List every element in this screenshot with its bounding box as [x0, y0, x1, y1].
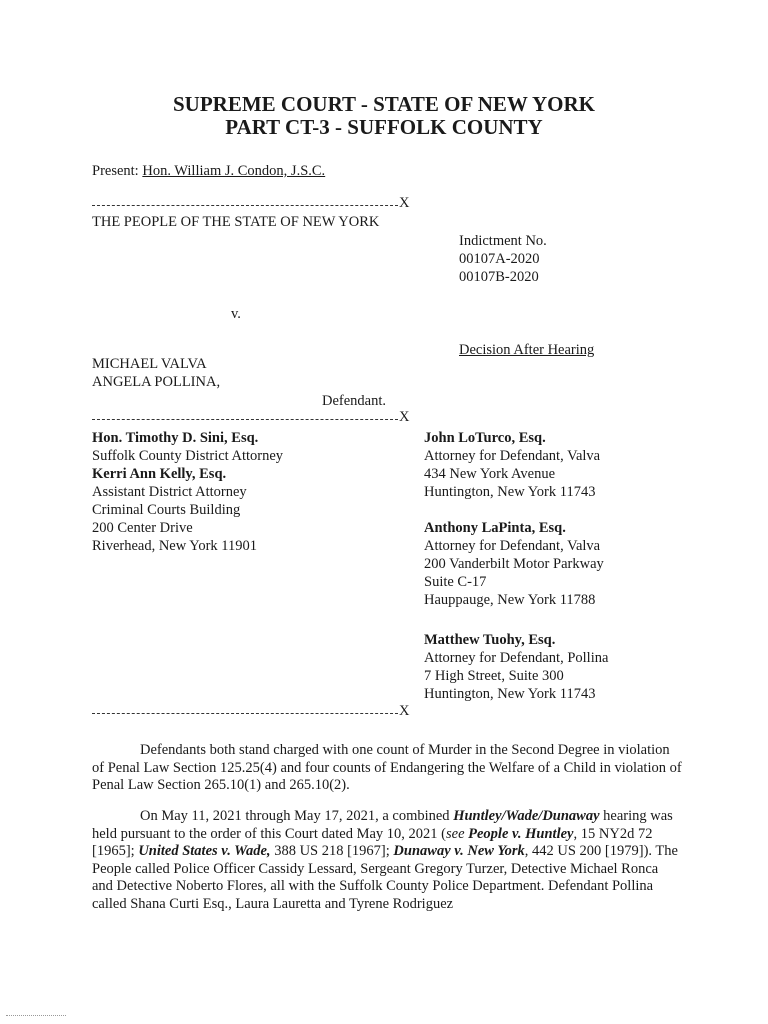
caption-x-middle: X — [399, 409, 410, 425]
body-paragraph-2 — [92, 808, 682, 913]
counsel-lapinta-line: 200 Vanderbilt Motor Parkway — [424, 556, 604, 572]
caption-separator-middle — [92, 419, 398, 420]
counsel-lapinta-name: Anthony LaPinta, Esq. — [424, 520, 566, 536]
counsel-loturco-line: 434 New York Avenue — [424, 466, 556, 482]
counsel-lapinta-line: Suite C-17 — [424, 574, 487, 590]
hearing-type: Huntley/Wade/Dunaway — [453, 808, 600, 824]
p2-text: 388 US 218 [1967]; — [270, 843, 394, 859]
case-dunaway: Dunaway v. New York — [393, 843, 525, 859]
counsel-loturco-line: Attorney for Defendant, Valva — [424, 448, 601, 464]
present-label: Present: — [92, 163, 139, 179]
counsel-kelly-name: Kerri Ann Kelly, Esq. — [92, 466, 227, 482]
p2-text: On May 11, 2021 through May 17, 2021, a combined — [140, 808, 454, 824]
counsel-lapinta-line: Hauppauge, New York 11788 — [424, 592, 596, 608]
counsel-kelly-line: Riverhead, New York 11901 — [92, 538, 257, 554]
p2-text: , 442 US 200 [1979]). The People called Police Officer Cassidy Lessard, Sergeant Gregory Turzer, Detective Michael Ronca and Detective Noberto Flores, all with the Suffolk County Police Department. Defendant Pollina called Shana Curti Esq., Laura Lauretta and Tyrene Rodriguez — [92, 843, 678, 912]
indictment-number-a: 00107A-2020 — [459, 251, 540, 267]
caption-x-top: X — [399, 195, 410, 211]
p2-text: , 15 NY2d 72 [1965]; — [92, 825, 653, 859]
indictment-label: Indictment No. — [459, 233, 547, 249]
counsel-kelly-line: Assistant District Attorney — [92, 484, 247, 500]
case-huntley: People v. Huntley — [464, 825, 574, 842]
indictment-number-b: 00107B-2020 — [459, 269, 539, 285]
versus: v. — [231, 306, 241, 322]
counsel-sini-name: Hon. Timothy D. Sini, Esq. — [92, 430, 259, 446]
plaintiff: THE PEOPLE OF THE STATE OF NEW YORK — [92, 214, 380, 230]
document-title: Decision After Hearing — [459, 342, 595, 358]
defendant-valva: MICHAEL VALVA — [92, 356, 207, 372]
counsel-tuohy-line: 7 High Street, Suite 300 — [424, 668, 564, 684]
defendant-label: Defendant. — [322, 393, 387, 409]
counsel-sini-line: Suffolk County District Attorney — [92, 448, 284, 464]
counsel-tuohy-line: Huntington, New York 11743 — [424, 686, 596, 702]
p2-text: hearing was held pursuant to the order of this Court dated May 10, 2021 ( — [92, 808, 673, 842]
case-wade: United States v. Wade, — [138, 843, 271, 859]
court-part-title: PART CT-3 - SUFFOLK COUNTY — [225, 115, 543, 139]
caption-separator-bottom — [92, 713, 398, 714]
counsel-kelly-line: Criminal Courts Building — [92, 502, 241, 518]
counsel-tuohy-name: Matthew Tuohy, Esq. — [424, 632, 556, 648]
judge-name: Hon. William J. Condon, J.S.C. — [142, 163, 326, 179]
counsel-loturco-name: John LoTurco, Esq. — [424, 430, 546, 446]
defendant-pollina: ANGELA POLLINA, — [92, 374, 221, 390]
present-line — [92, 162, 325, 180]
counsel-loturco-line: Huntington, New York 11743 — [424, 484, 596, 500]
body-paragraph-1: Defendants both stand charged with one count of Murder in the Second Degree in violation of Penal Law Section 125.25(4) and four counts of Endangering the Welfare of a Child in violation of Penal Law Section 265.10(1) and 265.10(2). — [92, 742, 682, 793]
see-signal: see — [445, 825, 465, 842]
counsel-lapinta-line: Attorney for Defendant, Valva — [424, 538, 601, 554]
caption-separator-top — [92, 205, 398, 206]
caption-x-bottom: X — [399, 703, 410, 719]
court-title: SUPREME COURT - STATE OF NEW YORK — [172, 92, 596, 116]
scan-artifact — [6, 1015, 66, 1016]
counsel-tuohy-line: Attorney for Defendant, Pollina — [424, 650, 609, 666]
counsel-kelly-line: 200 Center Drive — [92, 520, 193, 536]
